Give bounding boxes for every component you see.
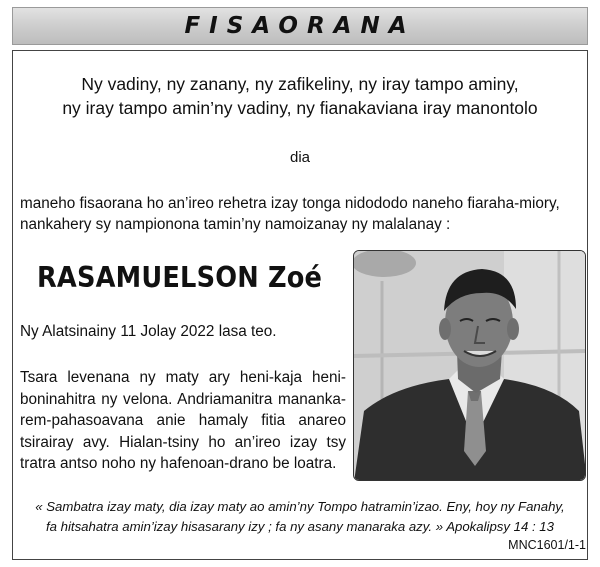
deceased-name: RASAMUELSON Zoé xyxy=(37,261,323,294)
relatives-block xyxy=(0,72,600,120)
portrait-image xyxy=(354,251,586,481)
portrait-photo xyxy=(353,250,586,481)
quote-line-1: « Sambatra izay maty, dia izay maty ao amin’ny Tompo hatramin’izao. Eny, hoy ny Fanahy, xyxy=(35,499,565,514)
quote-line-2: fa hitsahatra amin’izay hisasarany izy ; fa ny asany manaraka azy. » Apokalipsy 14 : 13 xyxy=(46,519,554,534)
relatives-line-2: ny iray tampo amin’ny vadiny, ny fianakaviana iray manontolo xyxy=(62,98,538,118)
announcement-block xyxy=(20,193,588,235)
page-title: FISAORANA xyxy=(184,13,416,39)
bible-quote xyxy=(0,497,600,537)
reference-code: MNC1601/1-1 xyxy=(508,538,586,552)
announcement-line-2: nankahery sy nampionona tamin’ny namoizanay ny malalanay : xyxy=(20,216,451,233)
relatives-line-1: Ny vadiny, ny zanany, ny zafikeliny, ny iray tampo aminy, xyxy=(81,74,519,94)
death-date: Ny Alatsinainy 11 Jolay 2022 lasa teo. xyxy=(20,323,277,340)
thanks-paragraph: Tsara levenana ny maty ary heni-kaja heni-boninahitra ny velona. Andriamanitra mananka-rem-pahasoavana anie hamaly fitia anareo tsirairay avy. Hialan-tsiny ho an’ireo izay tsy tratra antso noho ny hafenoan-drano be loatra. xyxy=(20,369,346,472)
connector-text: dia xyxy=(289,149,311,166)
announcement-line-1: maneho fisaorana ho an’ireo rehetra izay tonga nidododo naneho fiaraha-miory, xyxy=(20,195,560,212)
header-banner xyxy=(12,7,588,45)
